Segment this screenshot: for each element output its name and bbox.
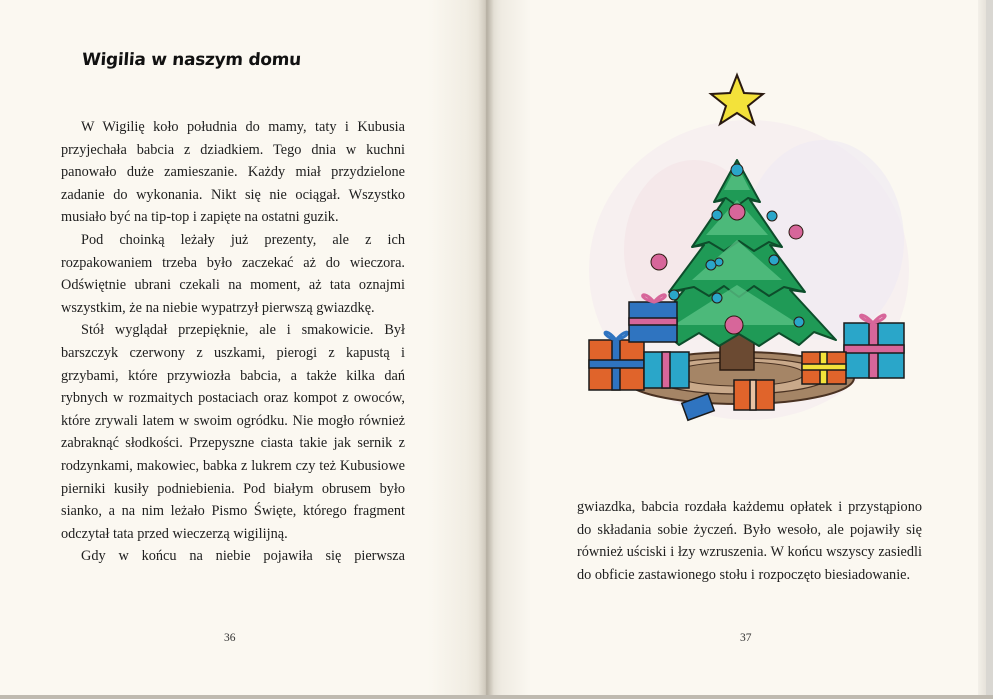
book-gutter [478, 0, 494, 695]
paragraph: W Wigilię koło południa do mamy, taty i Kubusia przyjechała babcia z dziadkiem. Tego dnia w kuchni panowało duże zamieszanie. Każdy miał przydzielone zadanie do wykonania. Nikt się nie ociągał. Wszystko musiało być na tip-top i zapięte na ostatni guzik. [61, 119, 405, 226]
paragraph: gwiazdka, babcia rozdała każdemu opłatek i przystąpiono do składania sobie życzeń. Było wesoło, ale pojawiły się również uściski i łzy wzruszenia. W końcu wszyscy zasiedli do obficie zastawionego stołu i rozpoczęto biesiadowanie. [577, 499, 922, 583]
right-page-text [577, 496, 922, 586]
paragraph: Stół wyglądał przepięknie, ale i smakowicie. Był barszczyk czerwony z uszkami, pierogi z kapustą i grzybami, które przywiozła babcia, a także kilka dań rybnych w rozmaitych postaciach oraz kompot z owoców, które zrywali latem w swoim ogródku. Nie mogło również zabraknąć słodkości. Przepyszne ciasta takie jak sernik z rodzynkami, makowiec, babka z lukrem czy też Kubusiowe pierniki kusiły podniebienia. Pod białym obrusem było sianko, a na nim leżało Pismo Święte, którego fragment odczytał tata przed wieczerzą wigilijną. [61, 322, 405, 542]
christmas-tree-illustration [574, 40, 924, 440]
paragraph: Gdy w końcu na niebie pojawiła się pierwsza [81, 548, 405, 565]
left-page [0, 0, 486, 695]
left-page-text [61, 116, 405, 568]
page-number-left: 36 [224, 632, 236, 644]
chapter-title: Wigilia w naszym domu [81, 50, 302, 70]
paragraph: Pod choinką leżały już prezenty, ale z ich rozpakowaniem trzeba było zaczekać aż do wieczora. Odświętnie ubrani czekali na moment, aż tata oznajmi wszystkim, że na niebie wypatrzył pierwszą gwiazdkę. [61, 231, 405, 316]
page-number-right: 37 [740, 632, 752, 644]
book-bottom-edge [0, 695, 993, 699]
